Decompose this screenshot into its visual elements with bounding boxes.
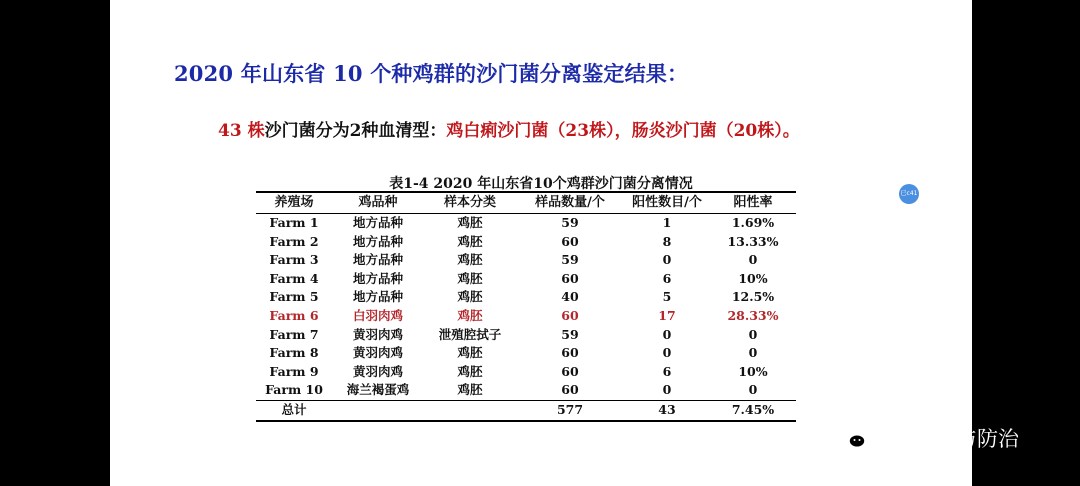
cell-sample-count: 60 [561, 382, 579, 398]
cell-positive-rate: 10% [738, 270, 768, 286]
cell-positive-rate: 0 [748, 382, 758, 398]
total-label: 总计 [281, 401, 307, 417]
cell-positive-count: 0 [662, 252, 672, 268]
slide-subtitle [218, 116, 800, 141]
cell-farm: Farm 7 [269, 326, 319, 342]
cell-positive-count: 0 [662, 326, 672, 342]
cell-breed: 白羽肉鸡 [352, 307, 403, 323]
table-row-highlighted [256, 307, 796, 326]
table-row [256, 233, 796, 252]
cell-breed: 黄羽肉鸡 [352, 326, 403, 342]
cell-sample-type: 鸡胚 [457, 215, 483, 230]
cell-positive-count: 0 [662, 345, 672, 361]
isolation-table [256, 191, 796, 422]
cell-positive-rate: 12.5% [731, 289, 775, 305]
cell-positive-count: 17 [658, 307, 676, 323]
table-row [256, 251, 796, 270]
cell-sample-type: 鸡胚 [457, 382, 483, 398]
watermark-text: 禽病诊断与防治 [872, 427, 1019, 451]
cell-sample-type: 鸡胚 [457, 233, 483, 249]
cell-farm: Farm 6 [269, 307, 319, 323]
header-positive-count: 阳性数目/个 [632, 195, 702, 210]
cell-positive-count: 6 [662, 363, 672, 379]
cell-sample-count: 60 [561, 345, 579, 361]
header-positive-rate: 阳性率 [733, 195, 773, 210]
cell-breed: 地方品种 [352, 270, 403, 286]
table-row [256, 214, 796, 233]
table-total-row [256, 400, 796, 420]
table-row [256, 270, 796, 289]
cell-farm: Farm 3 [269, 252, 319, 268]
cell-breed: 地方品种 [352, 252, 403, 268]
cell-sample-count: 40 [561, 289, 579, 305]
header-sample-type: 样本分类 [443, 195, 496, 210]
header-breed: 鸡品种 [358, 195, 398, 210]
serotype-intro: 沙门菌分为2种血清型： [264, 121, 447, 141]
table-header-row [256, 192, 796, 214]
cell-sample-type: 鸡胚 [457, 289, 483, 305]
cell-sample-count: 60 [561, 307, 579, 323]
cell-breed: 地方品种 [352, 289, 403, 305]
slide-badge[interactable]: 已c41 [899, 184, 919, 204]
serotype-list: 鸡白痢沙门菌（23株），肠炎沙门菌（20株）。 [446, 121, 800, 141]
slide [110, 0, 972, 486]
total-positive-count: 43 [658, 401, 676, 417]
cell-positive-rate: 0 [748, 252, 758, 268]
cell-farm: Farm 10 [265, 382, 323, 398]
cell-farm: Farm 9 [269, 363, 319, 379]
cell-positive-rate: 10% [738, 363, 768, 379]
cell-positive-rate: 13.33% [727, 233, 779, 249]
cell-farm: Farm 8 [269, 345, 319, 361]
cell-sample-type [424, 400, 516, 420]
cell-breed: 地方品种 [352, 233, 403, 249]
table-caption: 表1-4 2020 年山东省10个鸡群沙门菌分离情况 [389, 176, 693, 192]
total-sample-count: 577 [556, 401, 584, 417]
table-row [256, 326, 796, 345]
table-row [256, 381, 796, 400]
header-sample-count: 样品数量/个 [535, 195, 605, 210]
cell-sample-count: 60 [561, 233, 579, 249]
cell-farm: Farm 5 [269, 289, 319, 305]
cell-sample-type: 鸡胚 [457, 270, 483, 286]
cell-sample-count: 59 [561, 252, 579, 268]
slide-title: 2020 年山东省 10 个种鸡群的沙门菌分离鉴定结果： [174, 61, 689, 86]
cell-sample-type: 鸡胚 [457, 307, 483, 323]
table-row [256, 363, 796, 382]
cell-farm: Farm 4 [269, 270, 319, 286]
cell-breed: 黄羽肉鸡 [352, 345, 403, 361]
cell-positive-count: 0 [662, 382, 672, 398]
cell-sample-count: 60 [561, 363, 579, 379]
strain-count: 43 株 [218, 121, 265, 141]
cell-sample-count: 59 [561, 326, 579, 342]
cell-positive-rate: 1.69% [731, 215, 775, 230]
cell-positive-count: 1 [662, 215, 672, 230]
cell-breed: 黄羽肉鸡 [352, 363, 403, 379]
cell-breed: 海兰褐蛋鸡 [346, 382, 410, 398]
cell-farm: Farm 2 [269, 233, 319, 249]
table-row [256, 344, 796, 363]
wechat-icon [838, 426, 868, 450]
cell-positive-rate: 0 [748, 345, 758, 361]
cell-positive-count: 5 [662, 289, 672, 305]
cell-sample-count: 59 [561, 215, 579, 230]
header-farm: 养殖场 [274, 195, 314, 210]
cell-sample-type: 鸡胚 [457, 345, 483, 361]
cell-positive-rate: 28.33% [727, 307, 779, 323]
cell-breed: 地方品种 [352, 215, 403, 230]
cell-sample-count: 60 [561, 270, 579, 286]
cell-sample-type: 鸡胚 [457, 363, 483, 379]
watermark [838, 423, 1019, 453]
total-positive-rate: 7.45% [731, 401, 775, 417]
table-row [256, 288, 796, 307]
cell-sample-type: 泄殖腔拭子 [438, 326, 502, 342]
cell-sample-type: 鸡胚 [457, 252, 483, 268]
cell-positive-count: 8 [662, 233, 672, 249]
cell-positive-rate: 0 [748, 326, 758, 342]
cell-breed [332, 400, 424, 420]
cell-positive-count: 6 [662, 270, 672, 286]
cell-farm: Farm 1 [269, 215, 319, 230]
